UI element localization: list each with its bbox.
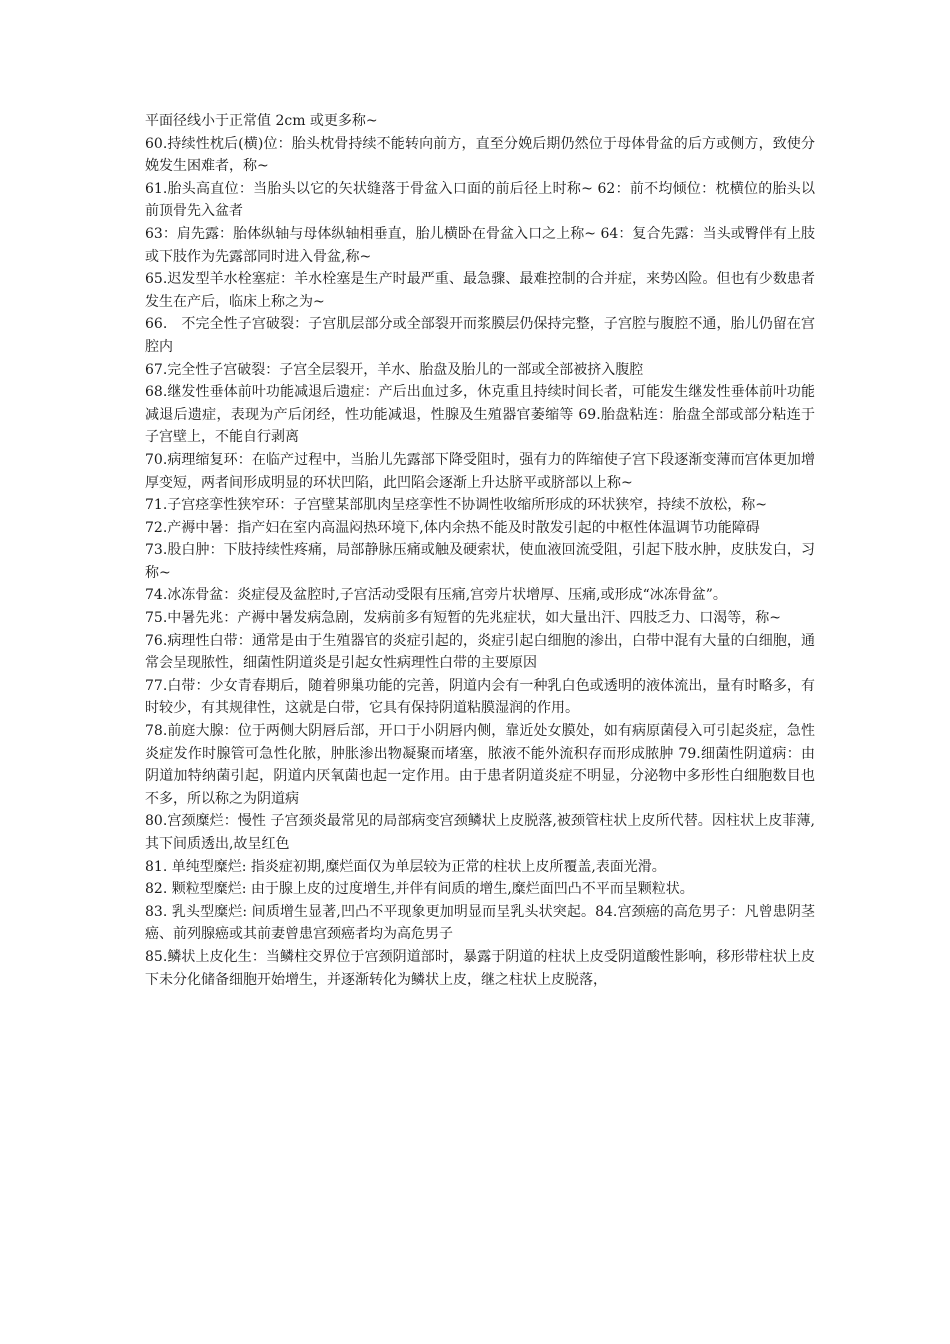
paragraph: 78.前庭大腺：位于两侧大阴唇后部，开口于小阴唇内侧，靠近处女膜处，如有病原菌侵入可引起炎症，急性炎症发作时腺管可急性化脓，肿胀渗出物凝聚而堵塞，脓液不能外流积存而形成脓肿 79.细菌性阴道病：由阴道加特纳菌引起，阴道内厌氧菌也起一定作用。由于患者阴道炎症不明显，分泌物中多形性白细胞数目也不多，所以称之为阴道病 [145, 723, 815, 807]
paragraph: 83. 乳头型糜烂: 间质增生显著,凹凸不平现象更加明显而呈乳头状突起。84.宫颈癌的高危男子：凡曾患阴茎癌、前列腺癌或其前妻曾患宫颈癌者均为高危男子 [145, 903, 815, 943]
paragraph: 71.子宫痉挛性狭窄环：子宫壁某部肌肉呈痉挛性不协调性收缩所形成的环状狭窄，持续不放松，称~ [145, 497, 767, 514]
paragraph: 75.中暑先兆：产褥中暑发病急剧，发病前多有短暂的先兆症状，如大量出汗、四肢乏力、口渴等，称~ [145, 610, 781, 627]
paragraph: 60.持续性枕后(横)位：胎头枕骨持续不能转向前方，直至分娩后期仍然位于母体骨盆的后方或侧方，致使分娩发生困难者，称~ [145, 135, 815, 175]
paragraph: 63：肩先露：胎体纵轴与母体纵轴相垂直，胎儿横卧在骨盆入口之上称~ 64：复合先露：当头或臀伴有上肢或下肢作为先露部同时进入骨盆,称~ [145, 225, 815, 265]
paragraph: 61.胎头高直位：当胎头以它的矢状缝落于骨盆入口面的前后径上时称~ 62：前不均倾位：枕横位的胎头以前顶骨先入盆者 [145, 180, 815, 220]
paragraph: 74.冰冻骨盆：炎症侵及盆腔时,子宫活动受限有压痛,宫旁片状增厚、压痛,或形成“冰冻骨盆”。 [145, 587, 727, 604]
paragraph: 65.迟发型羊水栓塞症：羊水栓塞是生产时最严重、最急骤、最难控制的合并症，来势凶险。但也有少数患者发生在产后，临床上称之为~ [145, 271, 815, 310]
paragraph: 76.病理性白带：通常是由于生殖器官的炎症引起的，炎症引起白细胞的渗出，白带中混有大量的白细胞，通常会呈现脓性，细菌性阴道炎是引起女性病理性白带的主要原因 [145, 632, 815, 672]
paragraph: 82. 颗粒型糜烂: 由于腺上皮的过度增生,并伴有间质的增生,糜烂面凹凸不平而呈颗粒状。 [145, 881, 694, 898]
paragraph: 80.宫颈糜烂：慢性 子宫颈炎最常见的局部病变宫颈鳞状上皮脱落,被颈管柱状上皮所代替。因柱状上皮菲薄,其下间质透出,故呈红色 [145, 813, 815, 852]
paragraph: 72.产褥中暑：指产妇在室内高温闷热环境下,体内余热不能及时散发引起的中枢性体温调节功能障碍 [145, 519, 760, 536]
document-page [145, 110, 815, 991]
paragraph: 68.继发性垂体前叶功能减退后遗症：产后出血过多，休克重且持续时间长者，可能发生继发性垂体前叶功能减退后遗症，表现为产后闭经，性功能减退，性腺及生殖器官萎缩等 69.胎盘粘连：胎盘全部或部分粘连于子宫壁上，不能自行剥离 [145, 384, 815, 446]
paragraph: 81. 单纯型糜烂: 指炎症初期,糜烂面仅为单层较为正常的柱状上皮所覆盖,表面光滑。 [145, 858, 666, 875]
paragraph: 70.病理缩复环：在临产过程中，当胎儿先露部下降受阻时，强有力的阵缩使子宫下段逐渐变薄而宫体更加增厚变短，两者间形成明显的环状凹陷，此凹陷会逐渐上升达脐平或脐部以上称~ [145, 451, 815, 491]
paragraph: 平面径线小于正常值 2cm 或更多称~ [145, 113, 378, 129]
paragraph: 85.鳞状上皮化生：当鳞柱交界位于宫颈阴道部时，暴露于阴道的柱状上皮受阴道酸性影响，移形带柱状上皮下未分化储备细胞开始增生，并逐渐转化为鳞状上皮，继之柱状上皮脱落， [145, 948, 815, 988]
paragraph: 73.股白肿：下肢持续性疼痛，局部静脉压痛或触及硬索状，使血液回流受阻，引起下肢水肿，皮肤发白，习称~ [145, 542, 815, 581]
paragraph: 66. 不完全性子宫破裂：子宫肌层部分或全部裂开而浆膜层仍保持完整，子宫腔与腹腔不通，胎儿仍留在宫腔内 [145, 316, 815, 355]
paragraph: 67.完全性子宫破裂：子宫全层裂开，羊水、胎盘及胎儿的一部或全部被挤入腹腔 [145, 361, 644, 378]
paragraph: 77.白带：少女青春期后，随着卵巢功能的完善，阴道内会有一种乳白色或透明的液体流出，量有时略多，有时较少，有其规律性，这就是白带，它具有保持阴道粘膜湿润的作用。 [145, 677, 815, 717]
